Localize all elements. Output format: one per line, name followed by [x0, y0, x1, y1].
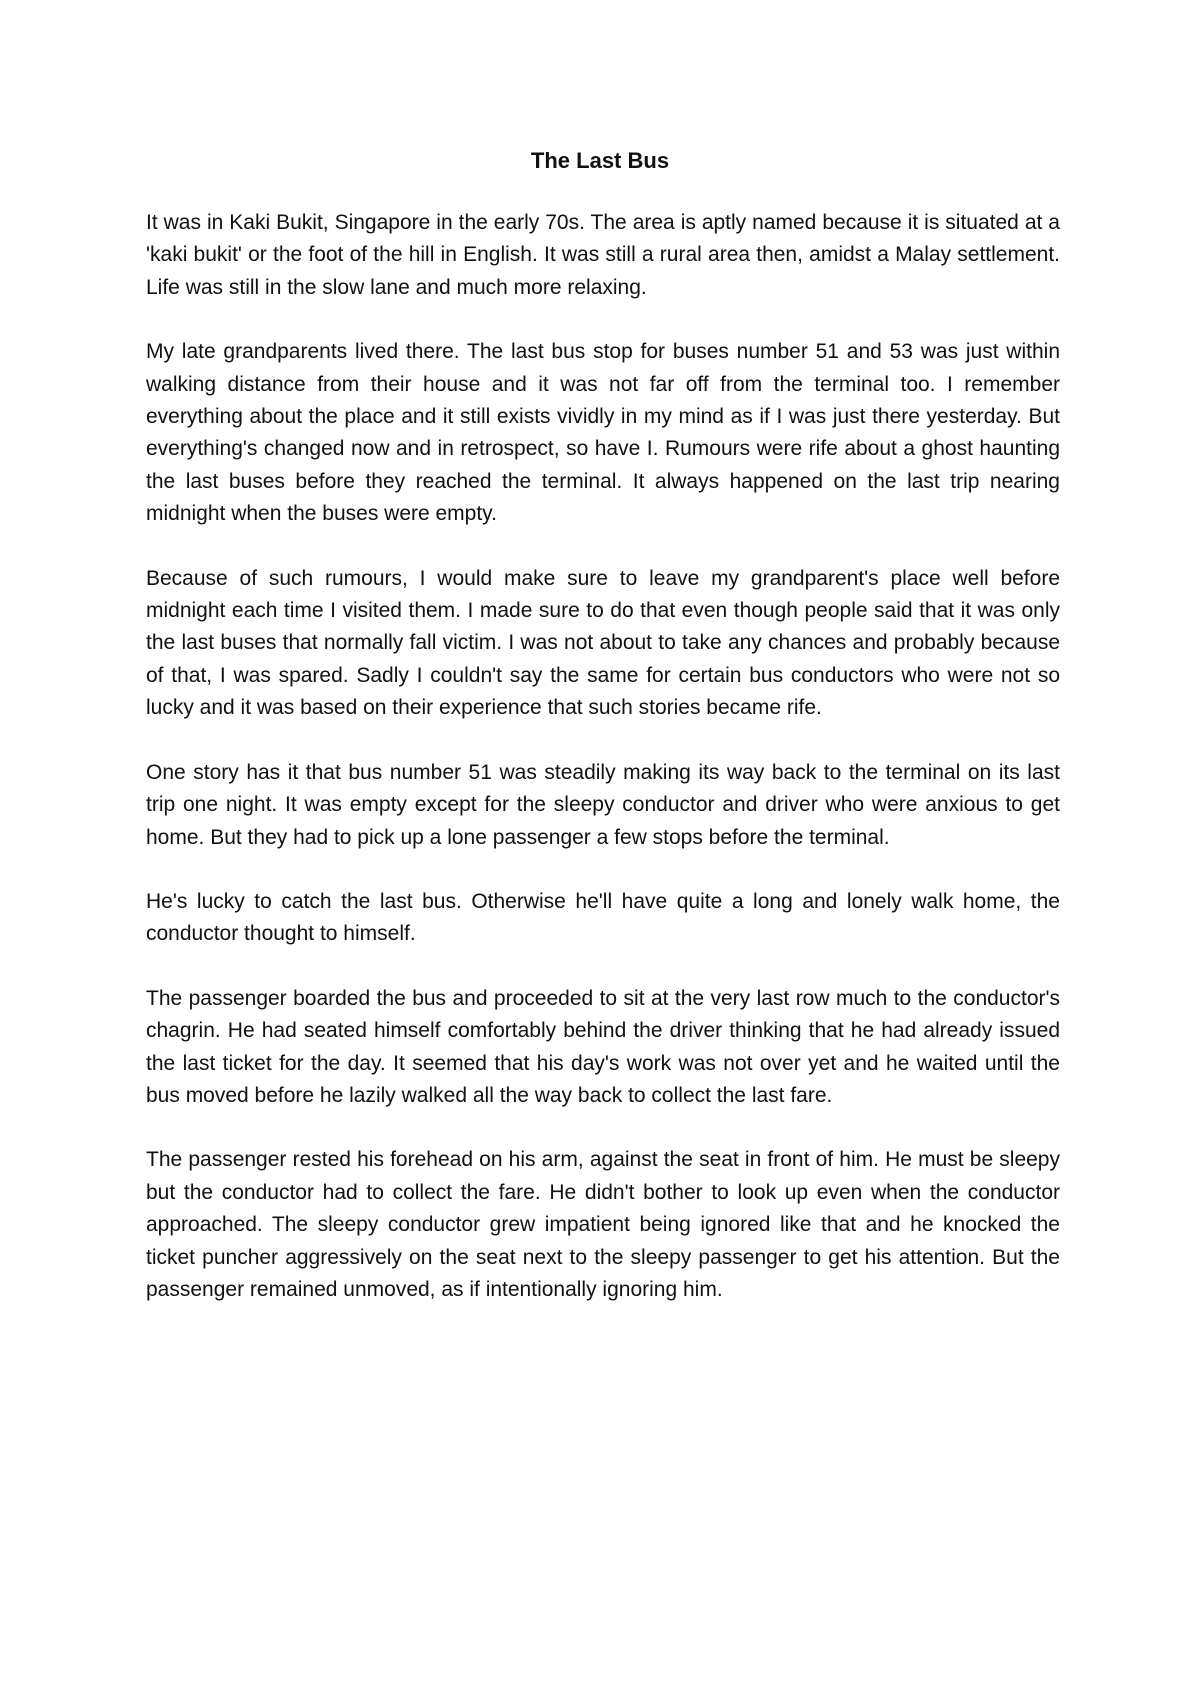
document-title: The Last Bus [530, 148, 670, 173]
paragraph: Because of such rumours, I would make sure to leave my grandparent's place well before midnight each time I visited them. I made sure to do that even though people said that it was only the last buses that normally fall victim. I was not about to take any chances and probably because of that, I was spared. Sadly I couldn't say the same for certain bus conductors who were not so lucky and it was based on their experience that such stories became rife. [146, 566, 1060, 720]
paragraph: My late grandparents lived there. The last bus stop for buses number 51 and 53 was just within walking distance from their house and it was not far off from the terminal too. I remember everything about the place and it still exists vividly in my mind as if I was just there yesterday. But everything's changed now and in retrospect, so have I. Rumours were rife about a ghost haunting the last buses before they reached the terminal. It always happened on the last trip nearing midnight when the buses were empty. [146, 340, 1060, 526]
paragraph: The passenger rested his forehead on his arm, against the seat in front of him. He must be sleepy but the conductor had to collect the fare. He didn't bother to look up even when the conductor approached. The sleepy conductor grew impatient being ignored like that and he knocked the ticket puncher aggressively on the seat next to the sleepy passenger to get his attention. But the passenger remained unmoved, as if intentionally ignoring him. [146, 1148, 1060, 1301]
paragraph: The passenger boarded the bus and proceeded to sit at the very last row much to the conductor's chagrin. He had seated himself comfortably behind the driver thinking that he had already issued the last ticket for the day. It seemed that his day's work was not over yet and he waited until the bus moved before he lazily walked all the way back to collect the last fare. [146, 986, 1060, 1107]
paragraph: He's lucky to catch the last bus. Otherwise he'll have quite a long and lonely walk home, the conductor thought to himself. [146, 889, 1060, 946]
paragraph: It was in Kaki Bukit, Singapore in the early 70s. The area is aptly named because it is situated at a 'kaki bukit' or the foot of the hill in English. It was still a rural area then, amidst a Malay settlement. Life was still in the slow lane and much more relaxing. [146, 211, 1060, 299]
document-body [146, 207, 1060, 1306]
paragraph: One story has it that bus number 51 was steadily making its way back to the terminal on its last trip one night. It was empty except for the sleepy conductor and driver who were anxious to get home. But they had to pick up a lone passenger a few stops before the terminal. [146, 760, 1060, 849]
